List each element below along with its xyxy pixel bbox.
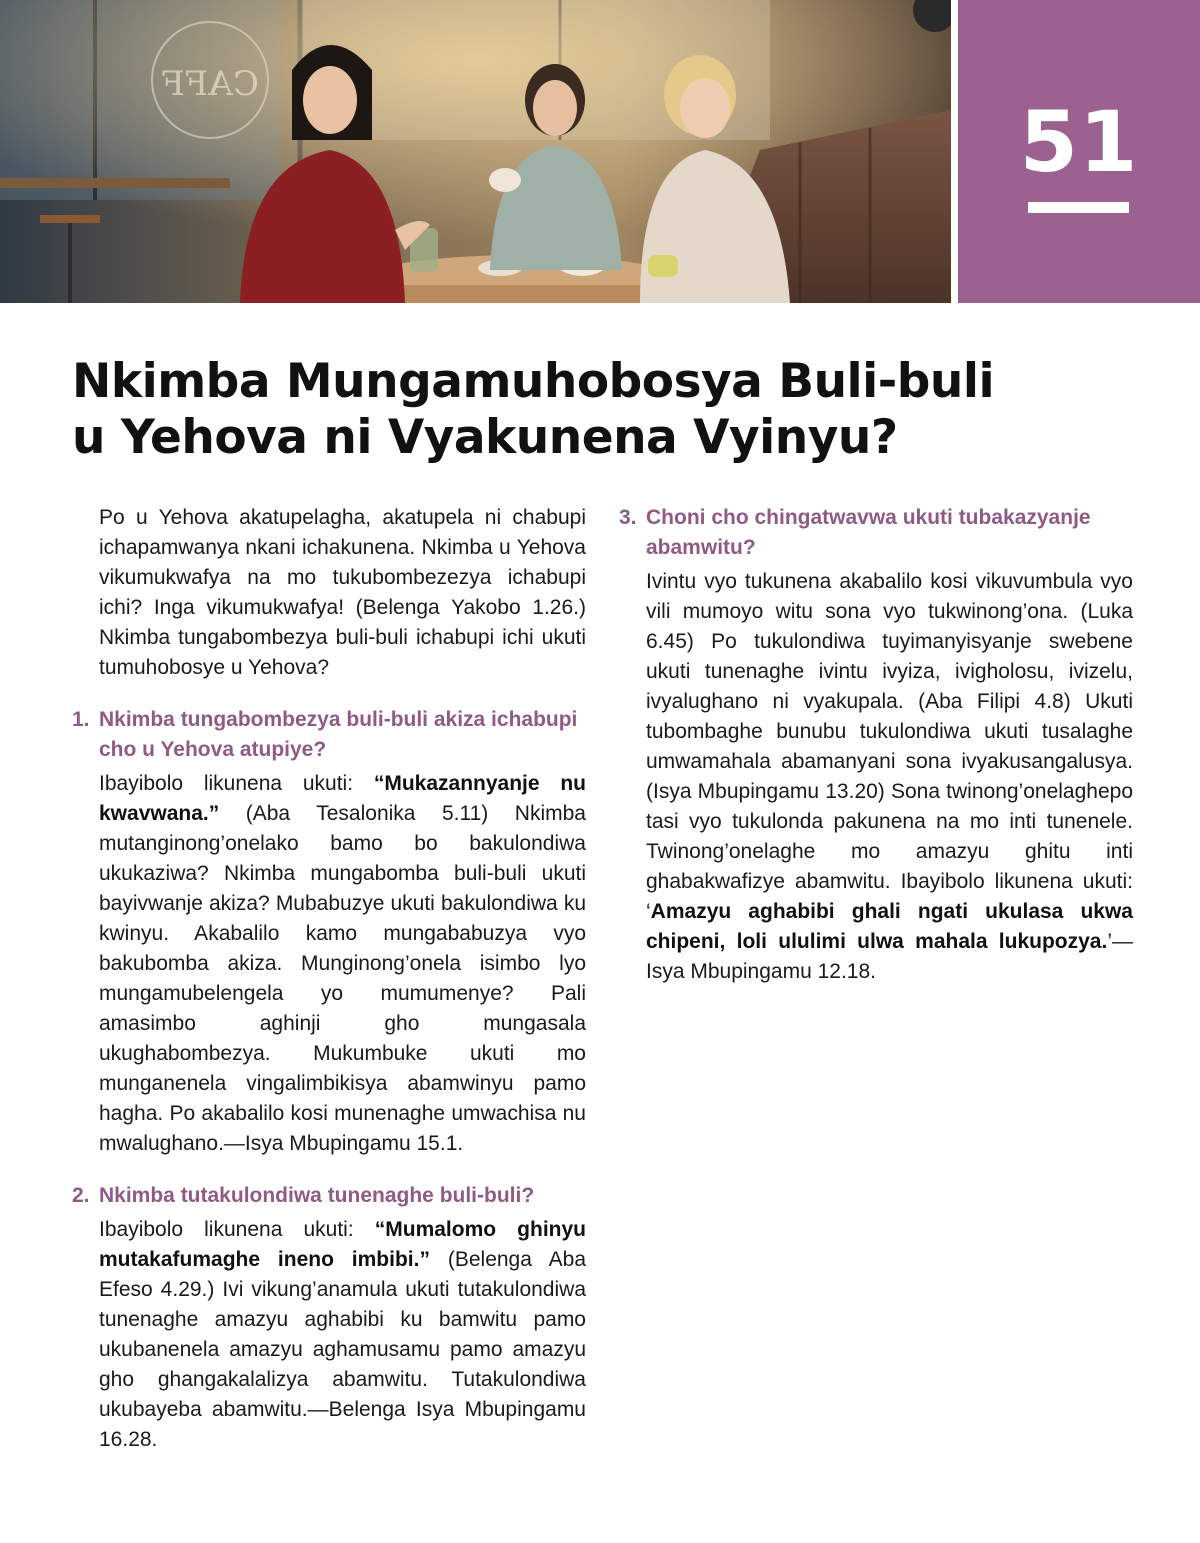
answer-1-quote: “Mukazannyanje nu kwavwana.” [99, 772, 586, 825]
answer-3-paragraph [646, 567, 1133, 987]
answer-3-text-before: Ivintu vyo tukunena akabalilo kosi vikuvumbula vyo vili mumoyo witu sona vyo tukwinong’ona. (Luka 6.45) Po tukulondiwa tuyimanyisyanje swebene ukuti tunenaghe ivintu ivyiza, ivigholosu, ivizelu, ivyalughano ni vyakupala. (Aba Filipi 4.8) Ukuti tubombaghe bunubu tukulondiwa ukuti tusalaghe umwamahala abamanyani sona ivyakusangalusya. (Isya Mbupingamu 13.20) Sona twinong’onelaghepo tasi vyo tukulonda pakunena na mo inti tunenele. Twinong’onelaghe mo amazyu ghitu inti ghabakwafizye abamwitu. Ibayibolo likunena ukuti: ‘ [646, 570, 1133, 923]
question-3-heading [619, 503, 1133, 563]
lesson-number: 51 [1019, 93, 1139, 191]
lesson-number-box [958, 0, 1200, 303]
answer-1-text-after: (Aba Tesalonika 5.11) Nkimba mutanginong’onelako bamo bo bakulondiwa ukukaziwa? Nkimba mungabomba buli-buli ukuti bayivwanje akiza? Mubabuzye ukuti bakulondiwa ku kwinyu. Akabalilo kamo mungababuzya vyo bakubomba akiza. Munginong’onela isimbo lyo mungamubelengela yo mumumenye? Pali amasimbo aghinji gho mungasala ukughabombezya. Mukumbuke ukuti mo munganenela vingalimbikisya abamwinyu pamo hagha. Po akabalilo kosi munenaghe umwachisa nu mwalughano.—Isya Mbupingamu 15.1. [99, 802, 586, 1155]
question-2-heading [72, 1181, 586, 1211]
answer-2-text-before: Ibayibolo likunena ukuti: [99, 1218, 375, 1241]
answer-3-quote: Amazyu aghabibi ghali ngati ukulasa ukwa chipeni, loli ululimi ulwa mahala lukupozya. [646, 900, 1133, 953]
question-1-number: 1. [72, 708, 90, 731]
question-2-number: 2. [72, 1184, 90, 1207]
lesson-title [72, 354, 1072, 466]
answer-2-quote: “Mumalomo ghinyu mutakafumaghe ineno imbibi.” [99, 1218, 586, 1271]
answer-3-text-after: ’—Isya Mbupingamu 12.18. [646, 930, 1133, 983]
question-1-heading [72, 705, 586, 765]
answer-2-text-after: (Belenga Aba Efeso 4.29.) Ivi vikung’anamula ukuti tutakulondiwa tunenaghe amazyu aghabibi ku bamwitu pamo ukubanenela amazyu aghamusamu pamo amazyu gho ghangakalalizya abamwitu. Tutakulondiwa ukubayeba abamwitu.—Belenga Isya Mbupingamu 16.28. [99, 1248, 586, 1451]
lesson-title-line-2: u Yehova ni Vyakunena Vyinyu? [72, 410, 898, 465]
lesson-number-underline [1028, 202, 1129, 213]
question-3-number: 3. [619, 506, 637, 529]
cafe-scene-illustration [0, 0, 951, 303]
cafe-sign-text: CAFF [161, 64, 259, 104]
answer-2-paragraph [99, 1215, 586, 1455]
right-column [619, 503, 1133, 987]
question-1-text: Nkimba tungabombezya buli-buli akiza ichabupi cho u Yehova atupiye? [99, 708, 578, 761]
lesson-title-line-1: Nkimba Mungamuhobosya Buli-buli [72, 354, 995, 409]
question-3-text: Choni cho chingatwavwa ukuti tubakazyanje abamwitu? [646, 506, 1091, 559]
answer-1-text-before: Ibayibolo likunena ukuti: [99, 772, 374, 795]
left-column [72, 503, 586, 1455]
header-photo [0, 0, 951, 303]
question-2-text: Nkimba tutakulondiwa tunenaghe buli-buli? [99, 1184, 535, 1207]
answer-1-paragraph [99, 769, 586, 1159]
intro-paragraph: Po u Yehova akatupelagha, akatupela ni chabupi ichapamwanya nkani ichakunena. Nkimba u Yehova vikumukwafya na mo tukubombezezya ichabupi ichi? Inga vikumukwafya! (Belenga Yakobo 1.26.) Nkimba tungabombezya buli-buli ichabupi ichi ukuti tumuhobosye u Yehova? [99, 506, 586, 679]
